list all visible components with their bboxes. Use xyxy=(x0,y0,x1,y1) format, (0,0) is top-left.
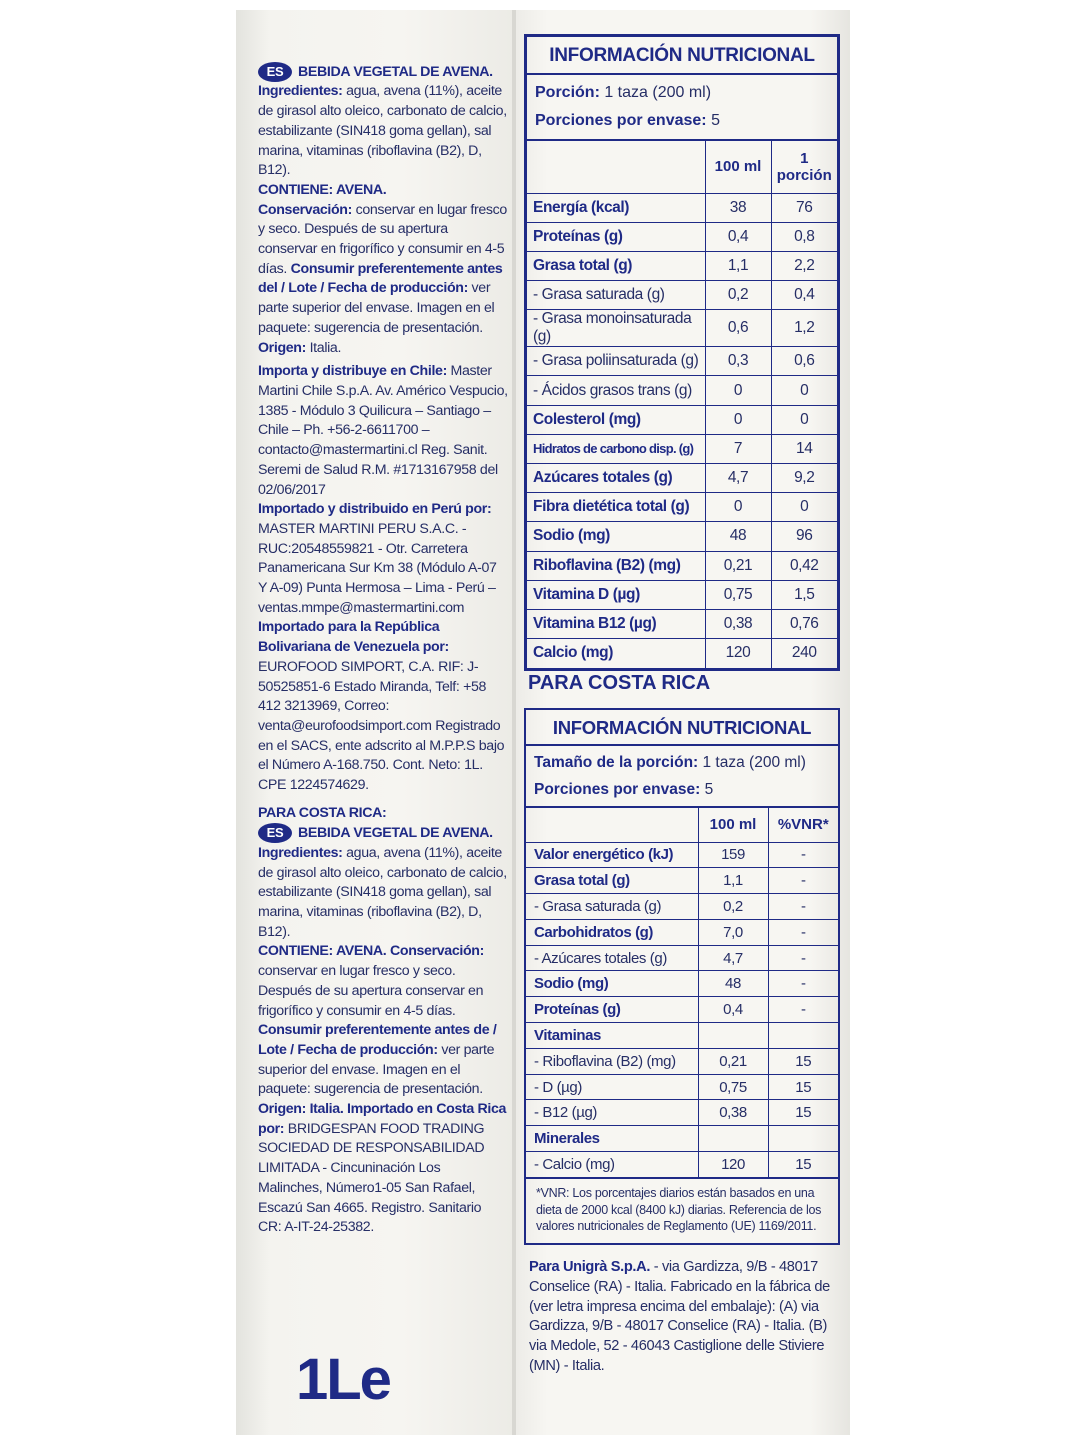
nutrition-grid-main xyxy=(527,141,837,668)
value-col2: - xyxy=(768,894,838,920)
col-portion-header: 1 porción xyxy=(771,141,837,193)
nutrient-name: Sodio (mg) xyxy=(527,522,705,551)
nutrient-name: Grasa total (g) xyxy=(527,251,705,280)
nutrition-row xyxy=(526,971,838,997)
origin-label: Origen: xyxy=(258,339,306,356)
nutrition-table-costa-rica xyxy=(524,708,840,1245)
ingredients-text: agua, avena (11%), aceite de girasol alto oleico, carbonato de calcio, estabilizante (SIN418 goma gellan), sal marina, vitaminas (riboflavina (B2), D, B12). xyxy=(258,83,507,179)
nutrition-row xyxy=(527,376,837,405)
value-col2: - xyxy=(768,945,838,971)
value-col1: 4,7 xyxy=(705,464,771,493)
value-col2: 0,76 xyxy=(771,609,837,638)
portion-line xyxy=(527,79,837,107)
value-col2: 15 xyxy=(768,1100,838,1126)
peru-importer-label: Importado y distribuido en Perú por: xyxy=(258,501,492,518)
empty-header-cell xyxy=(527,141,705,193)
nutrient-name: Azúcares totales (g) xyxy=(527,464,705,493)
peru-importer-text: MASTER MARTINI PERU S.A.C. - RUC:20548559821 - Otr. Carretera Panamericana Sur Km 38 (Módulo A-07 Y A-09) Punta Hermosa – Lima - Perú – ventas.mmpe@mastermartini.com xyxy=(258,520,497,616)
venezuela-importer-label: Importado para la República Bolivariana de Venezuela por: xyxy=(258,619,449,656)
ingredients-label: Ingredientes: xyxy=(258,83,343,100)
ingredients-text-block xyxy=(258,62,508,1238)
nutrient-name: - Grasa poliinsaturada (g) xyxy=(527,347,705,376)
value-col2 xyxy=(768,1126,838,1152)
nutrient-name: Vitamina D (µg) xyxy=(527,580,705,609)
cr-portion-line xyxy=(526,749,838,776)
nutrition-row xyxy=(527,639,837,668)
value-col1: 7 xyxy=(705,434,771,463)
contains-allergen: CONTIENE: AVENA. xyxy=(258,181,387,198)
cr-product-title: BEBIDA VEGETAL DE AVENA. xyxy=(298,825,493,842)
value-col1: 1,1 xyxy=(705,251,771,280)
nutrition-row xyxy=(527,193,837,222)
conservation-text: conservar en lugar fresco y seco. Después de su apertura conservar en frigorífico y consumir en 4-5 días. xyxy=(258,201,507,277)
nutrition-row xyxy=(527,609,837,638)
value-col1: 0,21 xyxy=(698,1048,768,1074)
cr-contains: CONTIENE: AVENA. Conservación: xyxy=(258,943,484,960)
value-col2: 15 xyxy=(768,1074,838,1100)
nutrient-name: Energía (kcal) xyxy=(527,193,705,222)
vnr-footnote: *VNR: Los porcentajes diarios están basados en una dieta de 2000 kcal (8400 kJ) diarias. Referencia de los valores nutricionales de Reglamento (UE) 1169/2011. xyxy=(526,1177,838,1243)
nutrient-name: - Calcio (mg) xyxy=(526,1152,698,1178)
value-col1: 0,21 xyxy=(705,551,771,580)
cr-best-before-label: Consumir preferentemente antes de / Lote / Fecha de producción: xyxy=(258,1022,497,1058)
value-col1: 120 xyxy=(705,639,771,668)
nutrition-table-title: INFORMACIÓN NUTRICIONAL xyxy=(527,37,837,75)
value-col1: 0,75 xyxy=(705,580,771,609)
cr-col-vnr-header: %VNR* xyxy=(768,808,838,842)
value-col2: 76 xyxy=(771,193,837,222)
nutrition-row xyxy=(526,842,838,868)
nutrient-name: - B12 (µg) xyxy=(526,1100,698,1126)
value-col2: 0 xyxy=(771,493,837,522)
costa-rica-heading: PARA COSTA RICA: xyxy=(258,804,387,821)
nutrient-name: Fibra dietética total (g) xyxy=(527,493,705,522)
nutrition-row xyxy=(526,1152,838,1178)
cr-importer-text: BRIDGESPAN FOOD TRADING SOCIEDAD DE RESPONSABILIDAD LIMITADA - Cincuninación Los Malinches, Número1-05 San Rafael, Escazú San 4665. Registro. Sanitario CR: A-IT-24-25382. xyxy=(258,1120,485,1236)
cr-origin-label: Origen: Italia. Importado en Costa Rica por: xyxy=(258,1101,507,1137)
nutrient-name: - Ácidos grasos trans (g) xyxy=(527,376,705,405)
cr-servings-label: Porciones por envase: xyxy=(534,781,701,798)
value-col1: 0,2 xyxy=(705,281,771,310)
nutrition-row xyxy=(527,434,837,463)
value-col2: - xyxy=(768,868,838,894)
cr-col-100ml-header: 100 ml xyxy=(698,808,768,842)
nutrient-name: - Grasa monoinsaturada (g) xyxy=(527,310,705,347)
portion-value: 1 taza (200 ml) xyxy=(599,84,712,101)
nutrition-row xyxy=(527,522,837,551)
servings-line xyxy=(527,107,837,135)
value-col1: 0,2 xyxy=(698,894,768,920)
value-col1: 48 xyxy=(698,971,768,997)
nutrition-row xyxy=(527,251,837,280)
value-col1: 38 xyxy=(705,193,771,222)
value-col2: 0 xyxy=(771,405,837,434)
value-col1: 0 xyxy=(705,493,771,522)
chile-importer-text: Master Martini Chile S.p.A. Av. Américo Vespucio, 1385 - Módulo 3 Quilicura – Santiago – Chile – Ph. +56-2-6611700 – contacto@mastermartini.cl Reg. Sanit. Seremi de Salud R.M. #1713167958 del 02/06/2017 xyxy=(258,363,508,498)
nutrition-row xyxy=(526,1074,838,1100)
value-col1: 4,7 xyxy=(698,945,768,971)
nutrition-row xyxy=(527,405,837,434)
origin-text: Italia. xyxy=(306,339,342,356)
value-col1: 159 xyxy=(698,842,768,868)
manufacturer-label: Para Unigrà S.p.A. xyxy=(529,1259,651,1275)
nutrition-row xyxy=(526,997,838,1023)
nutrition-grid-costa-rica xyxy=(526,808,838,1177)
value-col1: 7,0 xyxy=(698,919,768,945)
chile-importer-label: Importa y distribuye en Chile: xyxy=(258,363,447,380)
value-col2: 1,5 xyxy=(771,580,837,609)
nutrition-row xyxy=(527,281,837,310)
cr-best-before-text: ver parte superior del envase. Imagen en el paquete: sugerencia de presentación. xyxy=(258,1041,495,1098)
best-before-label: Consumir preferentemente antes del / Lote / Fecha de producción: xyxy=(258,260,503,297)
nutrient-name: Hidratos de carbono disp. (g) xyxy=(527,434,705,463)
nutrition-row xyxy=(526,894,838,920)
servings-label: Porciones por envase: xyxy=(535,112,707,129)
nutrition-row xyxy=(526,1048,838,1074)
value-col2: - xyxy=(768,971,838,997)
value-col1: 0,3 xyxy=(705,347,771,376)
nutrient-name: - Azúcares totales (g) xyxy=(526,945,698,971)
nutrition-row xyxy=(527,222,837,251)
package-fold xyxy=(512,10,516,1435)
value-col2: 2,2 xyxy=(771,251,837,280)
es-language-badge-cr: ES xyxy=(258,823,292,843)
value-col1 xyxy=(698,1023,768,1049)
portion-label: Porción: xyxy=(535,84,600,101)
nutrition-row xyxy=(526,1126,838,1152)
nutrition-row xyxy=(527,347,837,376)
cr-servings-value: 5 xyxy=(700,781,714,798)
cr-portion-label: Tamaño de la porción: xyxy=(534,754,699,771)
servings-value: 5 xyxy=(706,112,720,129)
value-col1: 0,6 xyxy=(705,310,771,347)
cr-ingredients-text: agua, avena (11%), aceite de girasol alto oleico, carbonato de calcio, estabilizante (SIN418 goma gellan), sal marina, vitaminas (riboflavina (B2), D, B12). xyxy=(258,844,507,940)
value-col1: 0,38 xyxy=(698,1100,768,1126)
value-col2: 0,6 xyxy=(771,347,837,376)
nutrient-name: - D (µg) xyxy=(526,1074,698,1100)
value-col2: 1,2 xyxy=(771,310,837,347)
value-col2: 0 xyxy=(771,376,837,405)
cr-servings-line xyxy=(526,776,838,803)
nutrition-row xyxy=(526,945,838,971)
nutrient-name: Colesterol (mg) xyxy=(527,405,705,434)
nutrient-name: Calcio (mg) xyxy=(527,639,705,668)
value-col2: 240 xyxy=(771,639,837,668)
nutrition-row xyxy=(526,1100,838,1126)
nutrition-row xyxy=(527,310,837,347)
value-col1: 120 xyxy=(698,1152,768,1178)
value-col1: 0,4 xyxy=(705,222,771,251)
value-col2: 9,2 xyxy=(771,464,837,493)
value-col1: 0,4 xyxy=(698,997,768,1023)
cr-empty-header-cell xyxy=(526,808,698,842)
value-col1: 48 xyxy=(705,522,771,551)
nutrient-name: - Grasa saturada (g) xyxy=(526,894,698,920)
value-col1: 1,1 xyxy=(698,868,768,894)
col-100ml-header: 100 ml xyxy=(705,141,771,193)
value-col2: 15 xyxy=(768,1048,838,1074)
value-col2: - xyxy=(768,997,838,1023)
nutrient-name: Grasa total (g) xyxy=(526,868,698,894)
product-title: BEBIDA VEGETAL DE AVENA. xyxy=(298,63,493,80)
nutrient-name: Proteínas (g) xyxy=(526,997,698,1023)
costa-rica-title: PARA COSTA RICA xyxy=(528,672,711,694)
manufacturer-text: - via Gardizza, 9/B - 48017 Conselice (RA) - Italia. Fabricado en la fábrica de (ver letra impresa encima del embalaje): (A) via Gardizza, 9/B - 48017 Conselice (RA) - Italia. (B) via Medole, 52 - 46043 Castiglione delle Stiviere (MN) - Italia. xyxy=(529,1259,830,1374)
nutrition-table-main xyxy=(524,34,840,671)
value-col2: 0,8 xyxy=(771,222,837,251)
value-col1: 0 xyxy=(705,376,771,405)
volume-1l-logo: 1Le xyxy=(296,1347,390,1412)
value-col1 xyxy=(698,1126,768,1152)
cr-nutrition-table-title: INFORMACIÓN NUTRICIONAL xyxy=(526,710,838,746)
nutrition-row xyxy=(526,919,838,945)
nutrient-name: Minerales xyxy=(526,1126,698,1152)
value-col2 xyxy=(768,1023,838,1049)
nutrient-name: Sodio (mg) xyxy=(526,971,698,997)
cr-conservation-text: conservar en lugar fresco y seco. Después de su apertura conservar en frigorífico y consumir en 4-5 días. xyxy=(258,963,484,1019)
conservation-label: Conservación: xyxy=(258,201,353,218)
best-before-text: ver parte superior del envase. Imagen en el paquete: sugerencia de presentación. xyxy=(258,280,495,336)
value-col2: 14 xyxy=(771,434,837,463)
value-col2: 15 xyxy=(768,1152,838,1178)
nutrition-row xyxy=(527,580,837,609)
nutrient-name: - Grasa saturada (g) xyxy=(527,281,705,310)
value-col2: 0,4 xyxy=(771,281,837,310)
nutrient-name: - Riboflavina (B2) (mg) xyxy=(526,1048,698,1074)
cr-ingredients-label: Ingredientes: xyxy=(258,844,343,861)
value-col1: 0 xyxy=(705,405,771,434)
nutrition-row xyxy=(526,1023,838,1049)
nutrition-row xyxy=(526,868,838,894)
nutrient-name: Vitamina B12 (µg) xyxy=(527,609,705,638)
nutrient-name: Valor energético (kJ) xyxy=(526,842,698,868)
venezuela-importer-text: EUROFOOD SIMPORT, C.A. RIF: J-50525851-6 Estado Miranda, Telf: +58 412 3213969, Correo: venta@eurofoodsimport.com Registrado en el SACS, ente adscrito al M.P.P.S bajo el Número A-168.750. Cont. Neto: 1L. CPE 1224574629. xyxy=(258,658,505,794)
nutrition-row xyxy=(527,493,837,522)
nutrient-name: Vitaminas xyxy=(526,1023,698,1049)
nutrition-row xyxy=(527,464,837,493)
value-col2: - xyxy=(768,919,838,945)
nutrition-row xyxy=(527,551,837,580)
value-col2: 96 xyxy=(771,522,837,551)
nutrient-name: Carbohidratos (g) xyxy=(526,919,698,945)
nutrient-name: Riboflavina (B2) (mg) xyxy=(527,551,705,580)
value-col1: 0,75 xyxy=(698,1074,768,1100)
value-col2: 0,42 xyxy=(771,551,837,580)
value-col1: 0,38 xyxy=(705,609,771,638)
nutrient-name: Proteínas (g) xyxy=(527,222,705,251)
value-col2: - xyxy=(768,842,838,868)
es-language-badge: ES xyxy=(258,62,292,82)
manufacturer-info xyxy=(529,1258,835,1377)
cr-portion-value: 1 taza (200 ml) xyxy=(698,754,806,771)
